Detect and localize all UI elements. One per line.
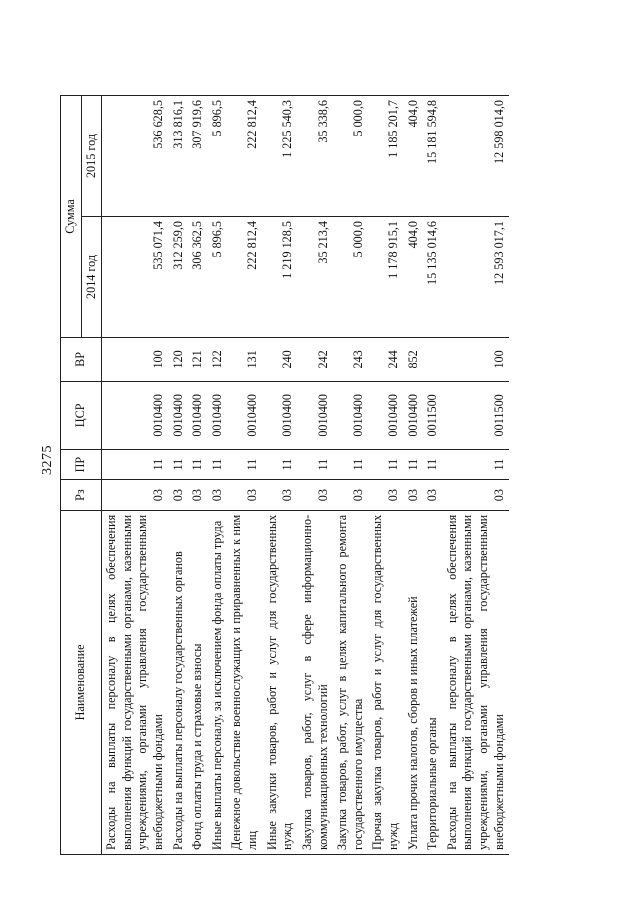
row-sum-2014: 1 178 915,1	[368, 216, 403, 337]
row-sum-2014: 222 812,4	[227, 216, 262, 337]
row-pr: 11	[333, 449, 368, 480]
table-row	[333, 96, 368, 855]
table-row	[188, 96, 208, 855]
row-sum-2014: 306 362,5	[188, 216, 208, 337]
row-rz: 03	[333, 480, 368, 510]
row-name: Иные закупки товаров, работ и услуг для государственных нужд	[263, 510, 298, 854]
row-name: Уплата прочих налогов, сборов и иных платежей	[404, 510, 424, 854]
row-csr: 0010400	[169, 381, 189, 449]
table-row	[227, 96, 262, 855]
row-pr: 11	[169, 449, 189, 480]
row-pr: 11	[227, 449, 262, 480]
row-name: Расходы на выплаты персоналу государственных органов	[169, 510, 189, 854]
row-rz: 03	[423, 480, 443, 510]
table-body	[102, 96, 510, 855]
row-name: Прочая закупка товаров, работ и услуг для государственных нужд	[368, 510, 403, 854]
row-name: Закупка товаров, работ, услуг в сфере информационно-коммуникационных технологий	[298, 510, 333, 854]
row-name: Территориальные органы	[423, 510, 443, 854]
row-name: Фонд оплаты труда и страховые взносы	[188, 510, 208, 854]
table-row	[423, 96, 443, 855]
row-csr: 0011500	[443, 381, 509, 449]
row-vr: 243	[333, 337, 368, 381]
table-row	[443, 96, 509, 855]
table-row	[368, 96, 403, 855]
row-sum-2015: 404,0	[404, 96, 424, 217]
row-csr: 0010400	[263, 381, 298, 449]
row-sum-2015: 536 628,5	[102, 96, 169, 217]
table-row	[263, 96, 298, 855]
budget-table	[60, 95, 509, 855]
row-vr: 852	[404, 337, 424, 381]
row-sum-2014: 1 219 128,5	[263, 216, 298, 337]
header-2015: 2015 год	[81, 96, 102, 217]
row-sum-2014: 535 071,4	[102, 216, 169, 337]
table-row	[169, 96, 189, 855]
row-sum-2014: 312 259,0	[169, 216, 189, 337]
row-name: Расходы на выплаты персоналу в целях обеспечения выполнения функций государственными органами, казенными учреждениями, органами управления государственными внебюджетными фондами	[443, 510, 509, 854]
row-name: Расходы на выплаты персоналу в целях обеспечения выполнения функций государственными органами, казенными учреждениями, органами управления государственными внебюджетными фондами	[102, 510, 169, 854]
row-vr: 121	[188, 337, 208, 381]
row-vr: 244	[368, 337, 403, 381]
row-sum-2014: 404,0	[404, 216, 424, 337]
row-vr: 242	[298, 337, 333, 381]
row-sum-2015: 15 181 594,8	[423, 96, 443, 217]
row-sum-2014: 12 593 017,1	[443, 216, 509, 337]
page-number: 3275	[40, 445, 55, 475]
table-row	[404, 96, 424, 855]
header-sum: Сумма	[61, 96, 82, 338]
row-csr: 0010400	[208, 381, 228, 449]
row-pr: 11	[423, 449, 443, 480]
row-vr: 122	[208, 337, 228, 381]
row-sum-2015: 1 225 540,3	[263, 96, 298, 217]
row-csr: 0011500	[423, 381, 443, 449]
table-row	[208, 96, 228, 855]
row-csr: 0010400	[298, 381, 333, 449]
row-rz: 03	[368, 480, 403, 510]
header-vr: ВР	[61, 337, 102, 381]
table-header	[61, 96, 102, 855]
row-csr: 0010400	[102, 381, 169, 449]
header-name: Наименование	[61, 510, 102, 854]
row-sum-2015: 313 816,1	[169, 96, 189, 217]
row-rz: 03	[102, 480, 169, 510]
row-rz: 03	[404, 480, 424, 510]
row-name: Иные выплаты персоналу, за исключением фонда оплаты труда	[208, 510, 228, 854]
row-sum-2015: 35 338,6	[298, 96, 333, 217]
row-pr: 11	[208, 449, 228, 480]
row-vr: 240	[263, 337, 298, 381]
row-rz: 03	[208, 480, 228, 510]
row-rz: 03	[298, 480, 333, 510]
header-2014: 2014 год	[81, 216, 102, 337]
row-rz: 03	[443, 480, 509, 510]
row-name: Денежное довольствие военнослужащих и приравненных к ним лиц	[227, 510, 262, 854]
row-vr: 100	[102, 337, 169, 381]
row-sum-2015: 5 000,0	[333, 96, 368, 217]
row-sum-2015: 307 919,6	[188, 96, 208, 217]
row-csr: 0010400	[404, 381, 424, 449]
row-sum-2014: 5 000,0	[333, 216, 368, 337]
header-rz: Рз	[61, 480, 102, 510]
row-sum-2015: 1 185 201,7	[368, 96, 403, 217]
row-csr: 0010400	[188, 381, 208, 449]
row-sum-2015: 222 812,4	[227, 96, 262, 217]
row-sum-2015: 12 598 014,0	[443, 96, 509, 217]
row-rz: 03	[263, 480, 298, 510]
row-sum-2014: 15 135 014,6	[423, 216, 443, 337]
row-rz: 03	[227, 480, 262, 510]
header-csr: ЦСР	[61, 381, 102, 449]
row-vr	[423, 337, 443, 381]
row-csr: 0010400	[333, 381, 368, 449]
row-pr: 11	[102, 449, 169, 480]
row-pr: 11	[298, 449, 333, 480]
row-vr: 131	[227, 337, 262, 381]
row-vr: 120	[169, 337, 189, 381]
row-vr: 100	[443, 337, 509, 381]
row-pr: 11	[404, 449, 424, 480]
row-name: Закупка товаров, работ, услуг в целях капитального ремонта государственного имущества	[333, 510, 368, 854]
table-row	[298, 96, 333, 855]
table-row	[102, 96, 169, 855]
row-sum-2015: 5 896,5	[208, 96, 228, 217]
row-sum-2014: 5 896,5	[208, 216, 228, 337]
row-rz: 03	[188, 480, 208, 510]
row-pr: 11	[263, 449, 298, 480]
row-pr: 11	[368, 449, 403, 480]
row-sum-2014: 35 213,4	[298, 216, 333, 337]
header-pr: ПР	[61, 449, 102, 480]
row-pr: 11	[188, 449, 208, 480]
row-pr: 11	[443, 449, 509, 480]
row-csr: 0010400	[227, 381, 262, 449]
row-rz: 03	[169, 480, 189, 510]
row-csr: 0010400	[368, 381, 403, 449]
